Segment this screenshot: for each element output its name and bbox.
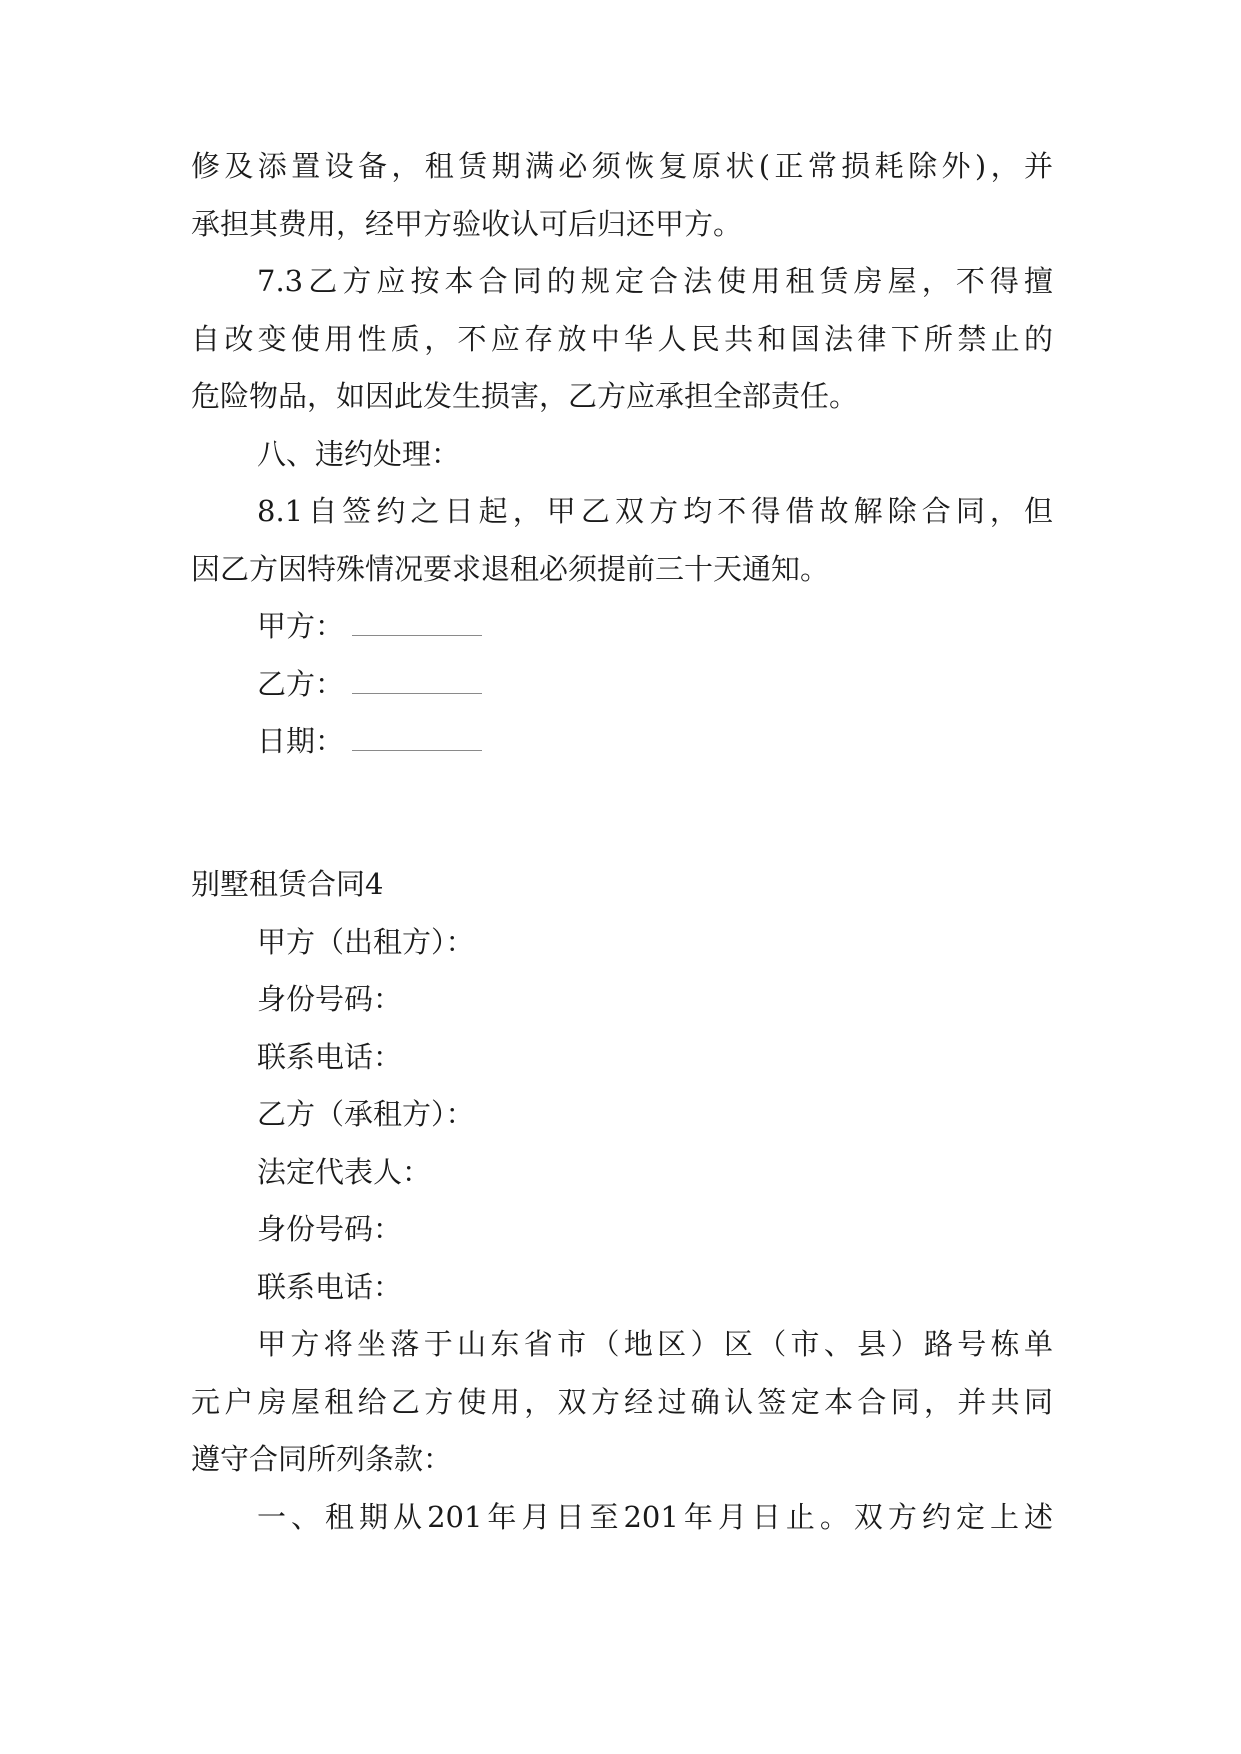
signature-blank [352, 724, 482, 751]
signature-date [257, 721, 482, 761]
signature-blank [352, 667, 482, 694]
field-id-number: 身份号码： [257, 1212, 403, 1246]
paragraph-line: 元户房屋租给乙方使用，双方经过确认签定本合同，并共同 [191, 1385, 1053, 1419]
field-id-number: 身份号码： [257, 982, 403, 1016]
clause-8-1-line: 8.1自签约之日起，甲乙双方均不得借故解除合同，但 [257, 494, 1053, 528]
field-lessee: 乙方（承租方）： [257, 1097, 475, 1131]
paragraph-line: 危险物品，如因此发生损害，乙方应承担全部责任。 [191, 379, 859, 413]
signature-party-b [257, 664, 482, 704]
paragraph-line: 因乙方因特殊情况要求退租必须提前三十天通知。 [191, 552, 830, 586]
signature-label: 日期： [257, 724, 345, 758]
paragraph-line: 承担其费用，经甲方验收认可后归还甲方。 [191, 207, 743, 241]
paragraph-line: 修及添置设备，租赁期满必须恢复原状(正常损耗除外)，并 [191, 149, 1053, 183]
field-legal-representative: 法定代表人： [257, 1155, 432, 1189]
paragraph-line: 甲方将坐落于山东省市（地区）区（市、县）路号栋单 [257, 1327, 1053, 1361]
field-phone: 联系电话： [257, 1270, 403, 1304]
clause-7-3-line: 7.3乙方应按本合同的规定合法使用租赁房屋，不得擅 [257, 264, 1053, 298]
paragraph-line: 遵守合同所列条款： [191, 1442, 453, 1476]
signature-label: 乙方： [257, 667, 345, 701]
clause-1-term-line: 一、租期从201年月日至201年月日止。双方约定上述 [257, 1500, 1053, 1534]
signature-label: 甲方： [257, 609, 345, 643]
field-lessor: 甲方（出租方）： [257, 925, 475, 959]
contract-title: 别墅租赁合同4 [191, 867, 384, 901]
field-phone: 联系电话： [257, 1040, 403, 1074]
signature-party-a [257, 606, 482, 646]
signature-blank [352, 609, 482, 636]
section-heading-breach: 八、违约处理： [257, 437, 461, 471]
paragraph-line: 自改变使用性质，不应存放中华人民共和国法律下所禁止的 [191, 322, 1053, 356]
